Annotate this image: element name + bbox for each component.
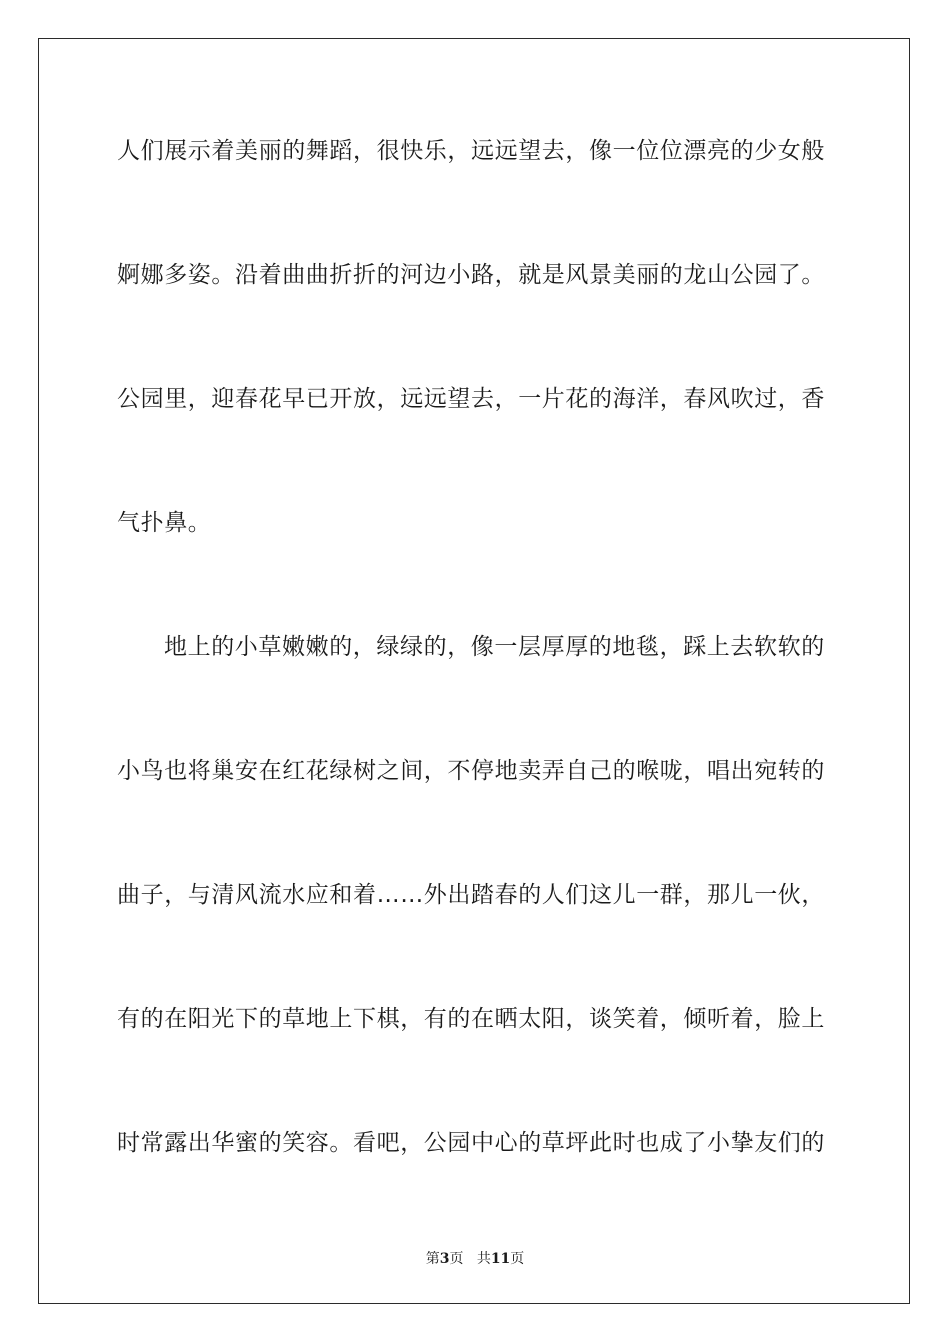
text-line-9: 时常露出华蜜的笑容。看吧，公园中心的草坪此时也成了小挚友们的 <box>117 1130 825 1156</box>
text-line-2: 婀娜多姿。沿着曲曲折折的河边小路，就是风景美丽的龙山公园了。 <box>117 262 825 288</box>
footer-page-prefix: 第 <box>425 1251 440 1267</box>
footer-page-suffix: 页 <box>449 1251 464 1267</box>
text-line-5: 地上的小草嫩嫩的，绿绿的，像一层厚厚的地毯，踩上去软软的 <box>164 634 825 660</box>
footer-page-number: 3 <box>439 1251 450 1267</box>
page-border <box>38 38 910 1304</box>
page-footer <box>0 1248 950 1268</box>
text-line-8: 有的在阳光下的草地上下棋，有的在晒太阳，谈笑着，倾听着，脸上 <box>117 1006 825 1032</box>
text-line-3: 公园里，迎春花早已开放，远远望去，一片花的海洋，春风吹过，香 <box>117 386 825 412</box>
footer-total-prefix: 共 <box>476 1251 491 1267</box>
text-line-4: 气扑鼻。 <box>117 510 212 536</box>
text-line-1: 人们展示着美丽的舞蹈，很快乐，远远望去，像一位位漂亮的少女般 <box>117 138 825 164</box>
footer-total-suffix: 页 <box>510 1251 525 1267</box>
text-line-7: 曲子，与清风流水应和着……外出踏春的人们这儿一群，那儿一伙， <box>117 882 825 908</box>
footer-total-pages: 11 <box>490 1251 511 1267</box>
text-line-6: 小鸟也将巢安在红花绿树之间，不停地卖弄自己的喉咙，唱出宛转的 <box>117 758 825 784</box>
